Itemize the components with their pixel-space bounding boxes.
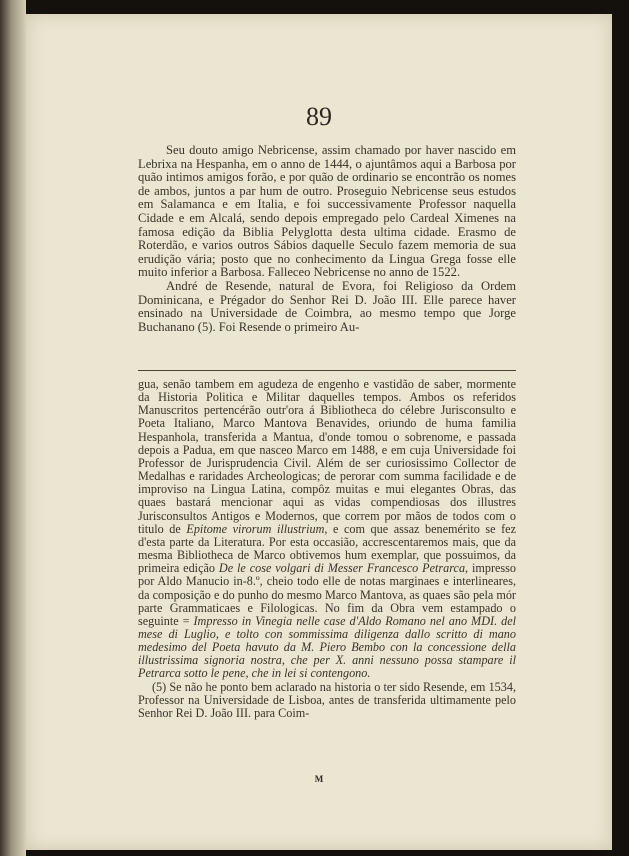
footnote-title-petrarca: De le cose volgari di Messer Francesco Petrarca	[218, 561, 466, 576]
footnote-continuation	[138, 378, 516, 681]
signature-mark: M	[314, 774, 324, 784]
footnote-5: (5) Se não he ponto bem aclarado na historia o ter sido Resende, em 1534, Professor na Universidade de Lisboa, antes de transferida ultimamente pelo Senhor Rei D. João III. para Coim-	[138, 679, 516, 720]
book-spine	[0, 0, 26, 856]
footnotes	[138, 378, 516, 720]
footnote-title-epitome: Epitome virorum illustrium	[186, 521, 325, 536]
paragraph-nebricense: Seu douto amigo Nebricense, assim chamado por haver nascido em Lebrixa na Hespanha, em o anno de 1444, o ajuntâmos aqui a Barbosa por quão intimos amigos forão, e por quão de ordinario se encontrão os nomes de ambos, juntos a par hum de outro. Proseguio Nebricense seus estudos em Salamanca e em Italia, e foi successivamente Professor naquella Cidade e em Alcalá, sendo depois empregado pelo Cardeal Ximenes na famosa edição da Biblia Pelyglotta desta ultima cidade. Erasmo de Roterdão, e varios outros Sábios daquelle Seculo fazem memoria de sua erudição vária; posto que no conhecimento da Lingua Grega fosse elle muito inferior a Barbosa. Falleceo Nebricense no anno de 1522.	[138, 143, 516, 280]
footnote-colophon: Impresso in Vinegia nelle case d'Aldo Romano nel ano MDI. del mese di Luglio, e tolto con sommissima diligenza dallo scritto di mano medesimo del Poeta havuto da M. Piero Bembo con la concessione della illustrissima signoria nostra, che per X. anni nessuno possa stampare il Petrarca sotto le pene, che in lei si contengono.	[138, 613, 516, 681]
footnote-divider	[138, 370, 516, 371]
main-text	[138, 144, 516, 334]
footnote-text-3: , impresso por Aldo Manucio in-8.º, cheio todo elle de notas marginaes e interlineares, da composição e do punho do mesmo Marco Mantova, as quaes são pela mór parte Grammaticaes e Filologicas. No fim da Obra vem estampado o seguinte =	[138, 561, 516, 628]
paragraph-resende: André de Resende, natural de Evora, foi Religioso da Ordem Dominicana, e Prégador do Senhor Rei D. João III. Elle parece haver ensinado na Universidade de Coimbra, ao mesmo tempo que Jorge Buchanano (5). Foi Resende o primeiro Au-	[138, 278, 516, 334]
page-number: 89	[306, 102, 332, 131]
book-page	[26, 14, 612, 850]
footnote-text-2: , e com que assaz benemérito se fez d'esta parte da Literatura. Por esta occasião, accrescentaremos mais, que da mesma Bibliotheca de Marco obtivemos hum exemplar, que possuimos, da primeira edição	[138, 521, 516, 576]
footnote-text-1: gua, senão tambem em agudeza de engenho e vastidão de saber, mormente da Historia Politica e Militar daquelles tempos. Ambos os referidos Manuscritos pertencérão outr'ora á Bibliotheca do célebre Jurisconsulto e Poeta Italiano, Marco Mantova Benavides, oriundo de huma familia Hespanhola, transferida a Mantua, d'onde tomou o sobrenome, e passada depois a Padua, em que nasceo Marco em 1488, e em cuja Universidade foi Professor de Jurisprudencia Civil. Além de ser curiosissimo Collector de Medalhas e raridades Archeologicas; de perorar com summa facilidade e de improviso na Lingua Latina, compôz muitas e mui elegantes Obras, das quaes bastará mencionar aqui as vidas compendiosas dos illustres Jurisconsultos Antigos e Modernos, que correm por mãos de todos com o titulo de	[138, 377, 516, 536]
